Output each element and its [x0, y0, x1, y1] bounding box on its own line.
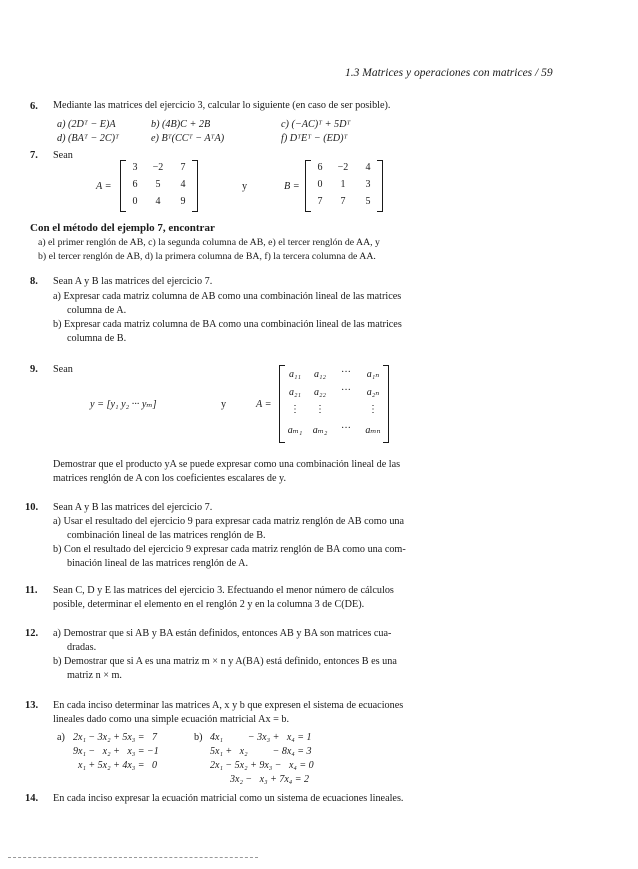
matrix-b-cell: 6 — [317, 162, 323, 173]
exercise-7-sean: Sean — [53, 150, 73, 161]
matrix-general-cell: ··· — [341, 423, 351, 434]
matrix-a-cell: 6 — [132, 179, 138, 190]
exercise-6-f: f) DᵀEᵀ − (ED)ᵀ — [281, 133, 348, 144]
system-b-equation: 2x₁ − 5x₂ + 9x₃ − x₄ = 0 — [210, 760, 314, 771]
matrix-a — [120, 160, 198, 212]
exercise-12-number: 12. — [25, 628, 39, 639]
matrix-general-cell: ⋮ — [368, 404, 378, 415]
matrix-general-label: A = — [256, 399, 272, 410]
conjunction-y: y — [242, 181, 248, 192]
matrix-b-cell: 1 — [340, 179, 346, 190]
row-vector-y: y = [y₁ y₂ ··· yₘ] — [90, 399, 157, 410]
matrix-b-cell: −2 — [337, 162, 349, 173]
exercise-9-sean: Sean — [53, 364, 73, 375]
matrix-b-label: B = — [284, 181, 300, 192]
exercise-7-line-b: b) el tercer renglón de AB, d) la primera columna de BA, f) la tercera columna de AA. — [38, 251, 376, 262]
exercise-12-a1: a) Demostrar que si AB y BA están definidos, entonces AB y BA son matrices cua- — [53, 628, 392, 639]
exercise-10-b2: binación lineal de las matrices renglón de A. — [67, 558, 249, 569]
exercise-9-text2: matrices renglón de A con los coeficientes escalares de y. — [53, 473, 286, 484]
exercise-6-e: e) Bᵀ(CCᵀ − AᵀA) — [151, 133, 225, 144]
matrix-a-cell: 3 — [132, 162, 138, 173]
matrix-b-cell: 3 — [365, 179, 371, 190]
matrix-a-cell: 7 — [180, 162, 186, 173]
exercise-10-a1: a) Usar el resultado del ejercicio 9 para expresar cada matriz renglón de AB como una — [53, 516, 405, 527]
exercise-11-t2: posible, determinar el elemento en el renglón 2 y en la columna 3 de C(DE). — [53, 599, 365, 610]
matrix-b-cell: 4 — [365, 162, 371, 173]
matrix-b — [305, 160, 383, 212]
exercise-14-number: 14. — [25, 793, 39, 804]
system-a-equation: 9x₁ − x₂ + x₃ = −1 — [73, 746, 159, 757]
matrix-general-cell: ··· — [341, 367, 351, 378]
exercise-8-a1: a) Expresar cada matriz columna de AB como una combinación lineal de las matrices — [53, 291, 402, 302]
exercise-8-b2: columna de B. — [67, 333, 127, 344]
system-b-label: b) — [194, 732, 203, 743]
exercise-6-b: b) (4B)C + 2B — [151, 119, 211, 130]
matrix-general — [279, 365, 389, 443]
matrix-general-cell: a₂₁ — [289, 387, 301, 398]
exercise-6-c: c) (−AC)ᵀ + 5Dᵀ — [281, 119, 351, 130]
exercise-6-d: d) (BAᵀ − 2C)ᵀ — [57, 133, 119, 144]
matrix-a-cell: 4 — [180, 179, 186, 190]
matrix-general-cell: aₘ₁ — [287, 425, 303, 436]
exercise-10-b1: b) Con el resultado del ejercicio 9 expresar cada matriz renglón de BA como una com- — [53, 544, 406, 555]
matrix-general-cell: a₂₂ — [314, 387, 326, 398]
exercise-11-t1: Sean C, D y E las matrices del ejercicio 3. Efectuando el menor número de cálculos — [53, 585, 394, 596]
exercise-12-b2: matriz n × m. — [67, 670, 122, 681]
matrix-general-cell: ⋮ — [290, 404, 300, 415]
exercise-13-number: 13. — [25, 700, 39, 711]
system-b-equation: 3x₂ − x₃ + 7x₄ = 2 — [210, 774, 309, 785]
exercise-7-heading: Con el método del ejemplo 7, encontrar — [30, 222, 215, 234]
matrix-general-cell: aₘₙ — [365, 425, 381, 436]
matrix-a-cell: 5 — [155, 179, 161, 190]
exercise-8-number: 8. — [30, 276, 38, 287]
exercise-8-a2: columna de A. — [67, 305, 127, 316]
exercise-11-number: 11. — [25, 585, 38, 596]
system-a-equation: x₁ + 5x₂ + 4x₃ = 0 — [73, 760, 157, 771]
matrix-a-cell: −2 — [152, 162, 164, 173]
matrix-general-cell: aₘ₂ — [312, 425, 328, 436]
exercise-10-text: Sean A y B las matrices del ejercicio 7. — [53, 502, 213, 513]
running-header: 1.3 Matrices y operaciones con matrices / 59 — [345, 67, 553, 79]
matrix-b-cell: 7 — [340, 196, 346, 207]
system-a-equation: 2x₁ − 3x₂ + 5x₃ = 7 — [73, 732, 157, 743]
exercise-13-t2: lineales dado como una simple ecuación matricial Ax = b. — [53, 714, 290, 725]
exercise-7-number: 7. — [30, 150, 38, 161]
matrix-b-cell: 5 — [365, 196, 371, 207]
exercise-6-a: a) (2Dᵀ − E)A — [57, 119, 116, 130]
matrix-a-cell: 9 — [180, 196, 186, 207]
matrix-general-cell: a₁ₙ — [366, 369, 380, 380]
exercise-8-b1: b) Expresar cada matriz columna de BA como una combinación lineal de las matrices — [53, 319, 402, 330]
page-edge-line — [8, 857, 258, 858]
system-a-label: a) — [57, 732, 65, 743]
matrix-general-cell: a₁₁ — [289, 369, 301, 380]
conjunction-y: y — [221, 399, 227, 410]
exercise-8-text: Sean A y B las matrices del ejercicio 7. — [53, 276, 213, 287]
system-b-equation: 5x₁ + x₂ − 8x₄ = 3 — [210, 746, 312, 757]
matrix-a-label: A = — [96, 181, 112, 192]
exercise-7-line-a: a) el primer renglón de AB, c) la segunda columna de AB, e) el tercer renglón de AA, y — [38, 237, 380, 248]
exercise-12-b1: b) Demostrar que si A es una matriz m × n y A(BA) está definido, entonces B es una — [53, 656, 397, 667]
exercise-10-number: 10. — [25, 502, 39, 513]
exercise-6-number: 6. — [30, 101, 38, 112]
exercise-12-a2: dradas. — [67, 642, 97, 653]
matrix-a-cell: 4 — [155, 196, 161, 207]
system-b-equation: 4x₁ − 3x₃ + x₄ = 1 — [210, 732, 312, 743]
matrix-general-cell: a₂ₙ — [366, 387, 380, 398]
exercise-14-text: En cada inciso expresar la ecuación matricial como un sistema de ecuaciones lineales. — [53, 793, 404, 804]
matrix-general-cell: a₁₂ — [314, 369, 326, 380]
exercise-9-number: 9. — [30, 364, 38, 375]
matrix-general-cell: ··· — [341, 385, 351, 396]
exercise-10-a2: combinación lineal de las matrices renglón de B. — [67, 530, 266, 541]
exercise-13-t1: En cada inciso determinar las matrices A, x y b que expresen el sistema de ecuaciones — [53, 700, 404, 711]
matrix-b-cell: 7 — [317, 196, 323, 207]
matrix-b-cell: 0 — [317, 179, 323, 190]
exercise-9-text1: Demostrar que el producto yA se puede expresar como una combinación lineal de las — [53, 459, 401, 470]
matrix-a-cell: 0 — [132, 196, 138, 207]
matrix-general-cell: ⋮ — [315, 404, 325, 415]
exercise-6-text: Mediante las matrices del ejercicio 3, calcular lo siguiente (en caso de ser posible). — [53, 100, 391, 111]
